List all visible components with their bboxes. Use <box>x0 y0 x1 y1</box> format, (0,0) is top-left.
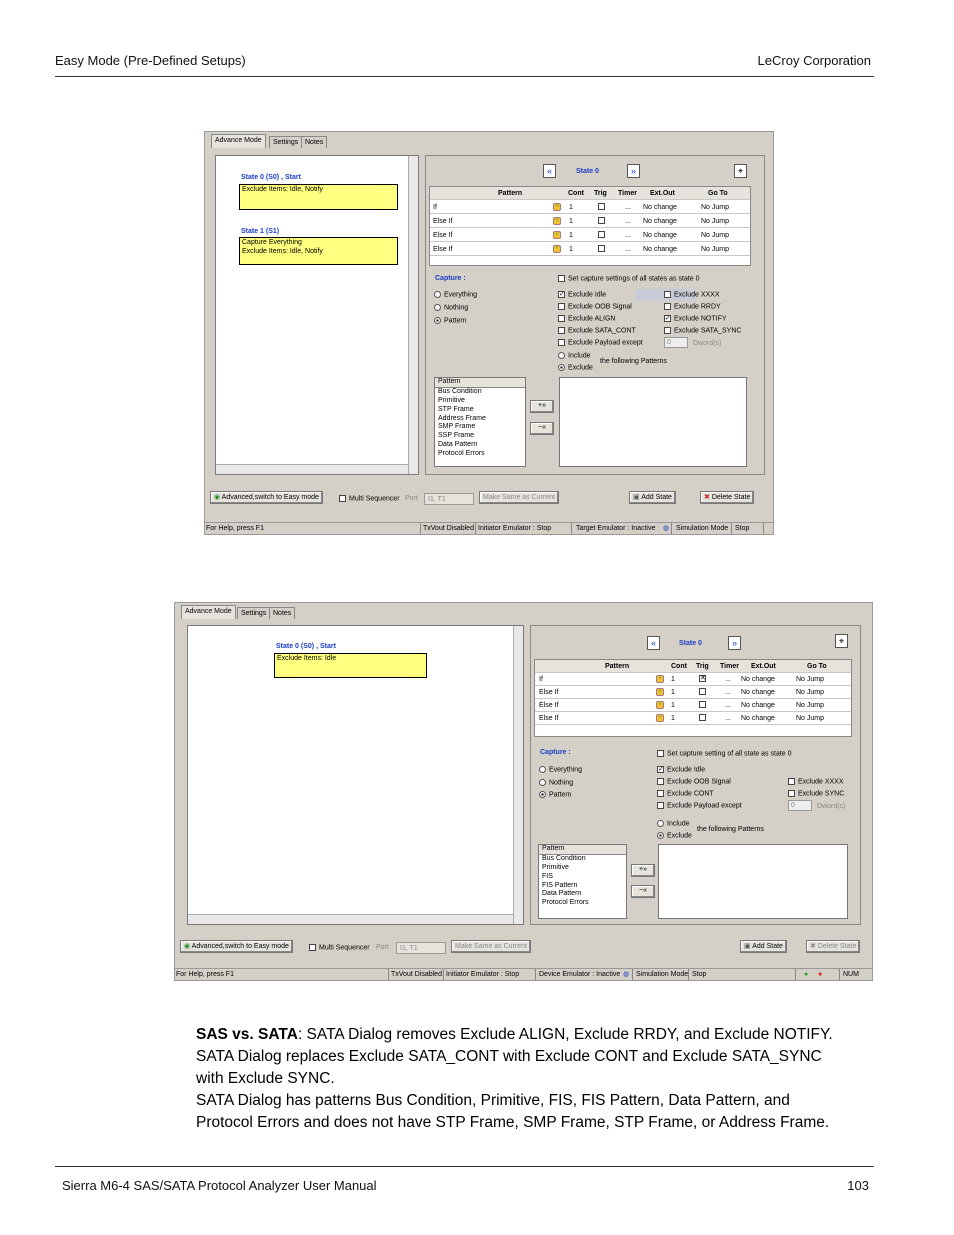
row-goto[interactable]: No Jump <box>796 676 825 683</box>
row-cont: 1 <box>569 204 573 211</box>
following-patterns-label: the following Patterns <box>697 826 764 833</box>
status-txvout: TxVout Disabled <box>423 525 474 532</box>
row-cont: 1 <box>569 232 573 239</box>
status-initiator: Initiator Emulator : Stop <box>478 525 552 532</box>
row-condition: Else If <box>433 232 453 239</box>
exclude-xxxx-checkbox[interactable]: Exclude XXXX <box>788 778 844 785</box>
exclude-sata-cont-checkbox[interactable]: Exclude SATA_CONT <box>558 327 636 334</box>
status-device: Device Emulator : Inactive <box>539 971 621 978</box>
row-cont: 1 <box>569 246 573 253</box>
state-0-line: Exclude Items: Idle, Notify <box>242 186 323 193</box>
add-state-button[interactable]: ▣ Add State <box>740 940 787 953</box>
state-settings-panel <box>425 155 765 475</box>
remove-pattern-button[interactable]: −« <box>530 422 554 435</box>
status-bar <box>205 522 773 534</box>
trig-checkbox[interactable] <box>598 203 608 210</box>
text-line-1: : SATA Dialog removes Exclude ALIGN, Exclude RRDY, and Exclude NOTIFY. <box>297 1026 833 1043</box>
row-cont: 1 <box>671 702 675 709</box>
state-diagram-pane[interactable] <box>187 625 524 925</box>
comparison-paragraph <box>196 1024 876 1134</box>
state-1-box[interactable] <box>239 237 398 265</box>
row-ext-out[interactable]: No change <box>741 702 775 709</box>
exclude-oob-checkbox[interactable]: Exclude OOB Signal <box>558 303 632 310</box>
text-line-4: SATA Dialog has patterns Bus Condition, Primitive, FIS, FIS Pattern, Data Pattern, and <box>196 1092 790 1109</box>
capture-label: Capture : <box>435 275 466 282</box>
list-item[interactable]: Primitive <box>438 396 465 404</box>
state-0-box[interactable] <box>239 184 398 210</box>
exclude-idle-checkbox[interactable]: ✓ Exclude Idle <box>658 766 706 774</box>
exclude-payload-checkbox[interactable]: Exclude Payload except <box>657 802 742 809</box>
state-1-line: Exclude Items: Idle, Notify <box>242 247 323 255</box>
exclude-radio[interactable]: Exclude <box>657 832 692 839</box>
list-item[interactable]: Protocol Errors <box>542 899 589 907</box>
col-ext-out: Ext.Out <box>650 190 675 197</box>
exclude-cont-checkbox[interactable]: Exclude CONT <box>657 790 714 797</box>
status-target: Target Emulator : Inactive <box>576 525 656 532</box>
payload-input[interactable]: 0 <box>664 337 688 348</box>
vertical-scrollbar[interactable] <box>408 156 418 474</box>
prev-state-icon[interactable]: « <box>543 164 556 178</box>
row-condition: If <box>433 204 437 211</box>
state-0-box[interactable] <box>274 653 427 678</box>
exclude-radio[interactable]: Exclude <box>558 364 593 371</box>
grid-header-row <box>430 187 750 200</box>
list-item[interactable]: Data Pattern <box>438 441 478 449</box>
table-row[interactable] <box>430 243 750 256</box>
table-row[interactable] <box>430 215 750 228</box>
capture-nothing-radio[interactable]: Nothing <box>539 779 573 786</box>
row-condition: Else If <box>433 246 453 253</box>
text-line-5: Protocol Errors and does not have STP Frame, SMP Frame, STP Frame, or Address Frame. <box>196 1114 830 1131</box>
pattern-list[interactable] <box>538 844 627 919</box>
set-all-checkbox[interactable]: Set capture setting of all state as state 0 <box>657 750 792 757</box>
table-row[interactable] <box>535 712 851 725</box>
add-pattern-button[interactable]: +» <box>631 864 655 877</box>
status-initiator: Initiator Emulator : Stop <box>446 971 520 978</box>
status-help: For Help, press F1 <box>206 525 264 532</box>
state-1-title: State 1 (S1) <box>241 228 280 235</box>
table-row[interactable] <box>430 201 750 214</box>
header-rule <box>55 76 874 77</box>
list-item[interactable]: Primitive <box>542 863 569 871</box>
row-timer: ... <box>625 246 631 253</box>
col-trig: Trig <box>696 663 709 670</box>
remove-pattern-button[interactable]: −« <box>631 885 655 898</box>
col-ext-out: Ext.Out <box>751 663 776 670</box>
exclude-xxxx-checkbox[interactable]: Exclude XXXX <box>664 291 720 298</box>
red-led-icon: ● <box>818 971 823 978</box>
capture-everything-radio[interactable]: Everything <box>434 291 477 298</box>
row-timer: ... <box>625 218 631 225</box>
table-row[interactable] <box>535 686 851 699</box>
exclude-payload-checkbox[interactable]: Exclude Payload except <box>558 339 643 346</box>
following-patterns-label: the following Patterns <box>600 358 667 365</box>
list-item[interactable]: SMP Frame <box>438 423 476 431</box>
pattern-grid <box>534 659 852 737</box>
row-ext-out[interactable]: No change <box>643 246 677 253</box>
state-1-line: Capture Everything <box>242 239 302 246</box>
col-timer: Timer <box>618 190 637 197</box>
text-line-3: with Exclude SYNC. <box>196 1070 335 1087</box>
add-pattern-icon[interactable]: + <box>554 217 560 224</box>
row-ext-out[interactable]: No change <box>643 232 677 239</box>
row-goto[interactable]: No Jump <box>796 689 825 696</box>
add-pattern-icon[interactable]: + <box>657 701 663 708</box>
add-pattern-icon[interactable]: + <box>554 231 560 238</box>
col-pattern: Pattern <box>605 663 630 670</box>
pattern-list-header: Pattern <box>539 845 626 855</box>
header-right: LeCroy Corporation <box>757 53 871 68</box>
row-timer: ... <box>725 689 731 696</box>
switch-easy-mode-button[interactable]: ◉ Advanced,switch to Easy mode <box>180 940 293 953</box>
row-goto[interactable]: No Jump <box>796 702 825 709</box>
tab-notes[interactable]: Notes <box>301 136 327 148</box>
col-cont: Cont <box>671 663 687 670</box>
header-left: Easy Mode (Pre-Defined Setups) <box>55 53 246 68</box>
state-label: State 0 <box>679 640 702 647</box>
page-number: 103 <box>847 1178 869 1193</box>
delete-state-button[interactable]: ✖ Delete State <box>806 940 860 953</box>
row-goto[interactable]: No Jump <box>701 246 730 253</box>
capture-everything-radio[interactable]: Everything <box>539 766 582 773</box>
row-goto[interactable]: No Jump <box>701 232 730 239</box>
trig-checkbox[interactable] <box>598 231 608 238</box>
status-stop: Stop <box>692 971 707 978</box>
row-condition: Else If <box>433 218 453 225</box>
port-label: Port <box>376 944 389 951</box>
make-same-button[interactable]: Make Same as Current <box>479 491 559 504</box>
footer-rule <box>55 1166 874 1167</box>
state-0-line: Exclude Items: Idle <box>277 655 337 662</box>
list-item[interactable]: Protocol Errors <box>438 450 485 457</box>
payload-unit: Dword(s) <box>817 803 846 810</box>
row-cont: 1 <box>569 218 573 225</box>
status-stop: Stop <box>735 525 750 532</box>
pattern-grid <box>429 186 751 266</box>
port-label: Port <box>405 495 418 502</box>
row-goto[interactable]: No Jump <box>796 715 825 722</box>
list-item[interactable]: Data Pattern <box>542 890 582 898</box>
row-ext-out[interactable]: No change <box>643 218 677 225</box>
exclude-sync-checkbox[interactable]: Exclude SYNC <box>788 790 844 797</box>
list-item[interactable]: Bus Condition <box>542 854 586 862</box>
row-cont: 1 <box>671 689 675 696</box>
row-ext-out[interactable]: No change <box>643 204 677 211</box>
set-all-checkbox[interactable]: Set capture settings of all states as state 0 <box>558 275 700 282</box>
capture-label: Capture : <box>540 749 571 756</box>
vertical-scrollbar[interactable] <box>513 626 523 924</box>
add-pattern-icon[interactable]: + <box>554 203 560 210</box>
add-pattern-icon[interactable]: + <box>657 688 663 695</box>
prev-state-icon[interactable]: « <box>647 636 660 650</box>
row-ext-out[interactable]: No change <box>741 715 775 722</box>
status-help: For Help, press F1 <box>176 971 234 978</box>
status-bar <box>175 968 872 980</box>
state-settings-panel <box>530 625 861 925</box>
status-num: NUM <box>843 971 859 978</box>
globe-icon: ◍ <box>623 971 630 978</box>
tab-notes[interactable]: Notes <box>269 607 295 619</box>
row-cont: 1 <box>671 676 675 683</box>
state-diagram-pane[interactable] <box>215 155 419 475</box>
row-condition: If <box>539 676 543 683</box>
list-item[interactable]: Address Frame <box>438 414 486 422</box>
row-goto[interactable]: No Jump <box>701 218 730 225</box>
col-trig: Trig <box>594 190 607 197</box>
include-radio[interactable]: Include <box>558 352 591 359</box>
grid-header-row <box>535 660 851 673</box>
capture-nothing-radio[interactable]: Nothing <box>434 304 468 311</box>
col-cont: Cont <box>568 190 584 197</box>
status-txvout: TxVout Disabled <box>391 971 442 978</box>
selected-patterns-box[interactable] <box>658 844 848 919</box>
row-timer: ... <box>725 702 731 709</box>
table-row[interactable] <box>430 229 750 242</box>
delete-state-button[interactable]: ✖ Delete State <box>700 491 754 504</box>
table-row[interactable] <box>535 673 851 686</box>
selected-patterns-box[interactable] <box>559 377 747 467</box>
state-0-title: State 0 (S0) , Start <box>276 643 336 650</box>
add-pattern-icon[interactable]: + <box>657 714 663 721</box>
row-condition: Else If <box>539 689 559 696</box>
status-simulation: Simulation Mode <box>676 525 729 532</box>
tab-settings[interactable]: Settings <box>269 136 302 148</box>
row-ext-out[interactable]: No change <box>741 689 775 696</box>
add-pattern-icon[interactable]: + <box>657 675 663 682</box>
tab-settings[interactable]: Settings <box>237 607 270 619</box>
capture-pattern-radio[interactable]: Pattern <box>434 317 467 324</box>
port-select[interactable]: I1, T1 <box>424 493 474 505</box>
exclude-notify-checkbox[interactable]: ✓ Exclude NOTIFY <box>665 315 727 323</box>
pattern-list[interactable] <box>434 377 526 467</box>
payload-unit: Dword(s) <box>693 340 722 347</box>
exclude-idle-checkbox[interactable]: ✓ Exclude Idle <box>559 291 607 299</box>
list-item[interactable]: STP Frame <box>438 405 474 413</box>
trig-checkbox[interactable] <box>598 245 608 252</box>
payload-input[interactable]: 0 <box>788 800 812 811</box>
pin-icon[interactable]: ⌖ <box>734 164 747 178</box>
pattern-list-header: Pattern <box>435 378 525 388</box>
row-timer: ... <box>625 232 631 239</box>
col-timer: Timer <box>720 663 739 670</box>
list-item[interactable]: Bus Condition <box>438 387 482 395</box>
row-condition: Else If <box>539 715 559 722</box>
exclude-sata-sync-checkbox[interactable]: Exclude SATA_SYNC <box>664 327 741 334</box>
port-select[interactable]: I1, T1 <box>396 942 446 954</box>
sas-vs-sata-heading: SAS vs. SATA <box>196 1026 298 1043</box>
row-timer: ... <box>625 204 631 211</box>
list-item[interactable]: FIS <box>542 872 553 880</box>
add-pattern-button[interactable]: +» <box>530 400 554 413</box>
capture-pattern-radio[interactable]: Pattern <box>539 791 572 798</box>
row-ext-out[interactable]: No change <box>741 676 775 683</box>
globe-icon: ◍ <box>663 525 670 532</box>
trig-checkbox[interactable] <box>598 217 608 224</box>
list-item[interactable]: FIS Pattern <box>542 881 578 889</box>
row-condition: Else If <box>539 702 559 709</box>
col-go-to: Go To <box>807 663 827 670</box>
sas-dialog-screenshot <box>204 131 774 535</box>
pin-icon[interactable]: ⌖ <box>835 634 848 648</box>
exclude-oob-checkbox[interactable]: Exclude OOB Signal <box>657 778 731 785</box>
exclude-rrdy-checkbox[interactable]: Exclude RRDY <box>664 303 721 310</box>
footer-left: Sierra M6-4 SAS/SATA Protocol Analyzer User Manual <box>62 1178 377 1193</box>
list-item[interactable]: SSP Frame <box>438 432 475 440</box>
horizontal-scrollbar[interactable] <box>188 914 513 924</box>
col-pattern: Pattern <box>498 190 523 197</box>
status-simulation: Simulation Mode <box>636 971 689 978</box>
horizontal-scrollbar[interactable] <box>216 464 408 474</box>
trig-checkbox[interactable] <box>699 688 709 695</box>
make-same-button[interactable]: Make Same as Current <box>451 940 531 953</box>
next-state-icon[interactable]: » <box>728 636 741 650</box>
col-go-to: Go To <box>708 190 728 197</box>
table-row[interactable] <box>535 699 851 712</box>
multi-sequencer-checkbox[interactable]: Multi Sequencer <box>309 944 370 951</box>
trig-checkbox[interactable] <box>699 714 709 721</box>
green-led-icon: ● <box>804 971 809 978</box>
include-radio[interactable]: Include <box>657 820 690 827</box>
multi-sequencer-checkbox[interactable]: Multi Sequencer <box>339 495 400 502</box>
trig-checkbox[interactable]: ✕ <box>700 675 706 682</box>
next-state-icon[interactable]: » <box>627 164 640 178</box>
row-cont: 1 <box>671 715 675 722</box>
add-pattern-icon[interactable]: + <box>554 245 560 252</box>
add-state-button[interactable]: ▣ Add State <box>629 491 676 504</box>
tab-advance-mode[interactable]: Advance Mode <box>181 605 236 619</box>
trig-checkbox[interactable] <box>699 701 709 708</box>
sata-dialog-screenshot <box>174 602 873 981</box>
switch-easy-mode-button[interactable]: ◉ Advanced,switch to Easy mode <box>210 491 323 504</box>
state-label: State 0 <box>576 168 599 175</box>
row-timer: ... <box>725 715 731 722</box>
exclude-align-checkbox[interactable]: Exclude ALIGN <box>558 315 615 322</box>
state-0-title: State 0 (S0) , Start <box>241 174 301 181</box>
tab-advance-mode[interactable]: Advance Mode <box>211 134 266 148</box>
text-line-2: SATA Dialog replaces Exclude SATA_CONT with Exclude CONT and Exclude SATA_SYNC <box>196 1048 822 1065</box>
row-timer: ... <box>725 676 731 683</box>
row-goto[interactable]: No Jump <box>701 204 730 211</box>
